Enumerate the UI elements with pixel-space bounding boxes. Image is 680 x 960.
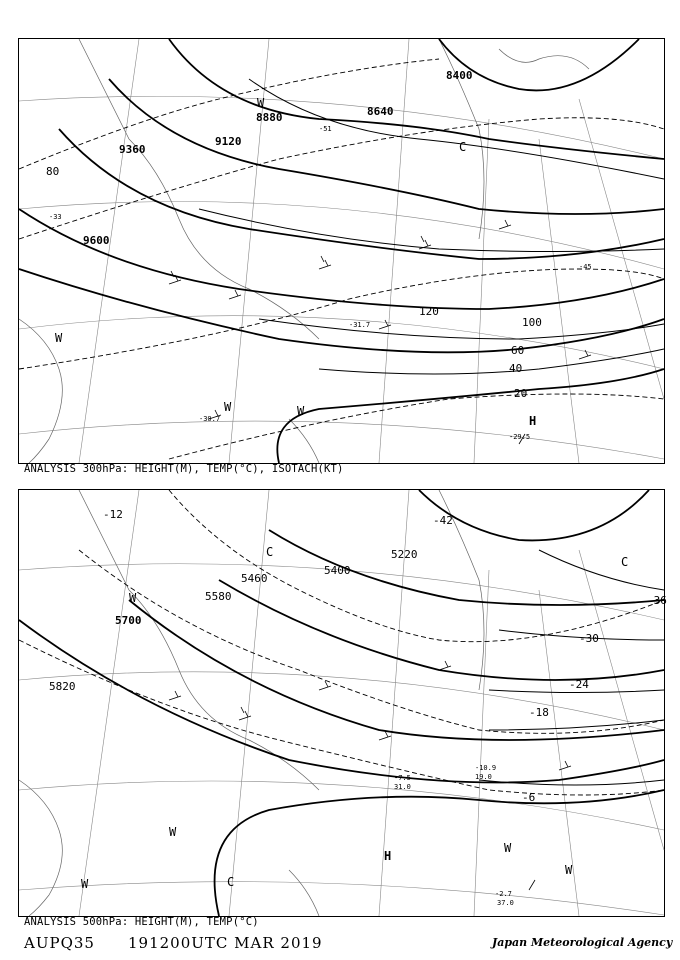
high-center-marker: H — [384, 849, 392, 863]
isotherm-solid — [479, 550, 664, 785]
temp-label: -51 — [319, 125, 332, 133]
temp-label: -45 — [579, 263, 592, 271]
temp-labels — [49, 125, 592, 441]
temp-contour-labels — [103, 508, 667, 804]
warm-center-marker: W — [297, 404, 305, 418]
isotherms — [19, 490, 664, 795]
temp-label: -24 — [569, 678, 589, 691]
isotach-label: 80 — [46, 165, 60, 178]
warm-center-marker: W — [224, 400, 232, 414]
cold-center-marker: C — [227, 875, 235, 889]
warm-center-marker: W — [81, 877, 89, 891]
height-labels — [83, 69, 473, 247]
temp-label: -31.7 — [349, 321, 371, 329]
temp-label: -12 — [103, 508, 123, 521]
isotach-label: 40 — [509, 362, 523, 375]
temp-label: -33 — [49, 213, 62, 221]
warm-center-marker: W — [565, 863, 573, 877]
station-temp: -7.5 — [394, 774, 411, 782]
height-label: 5220 — [391, 548, 418, 561]
height-label: 5580 — [205, 590, 232, 603]
temp-label: -36 — [647, 594, 667, 607]
analysis-300hpa-map — [18, 38, 665, 464]
station-temp: -2.7 — [495, 890, 512, 898]
height-label: 8400 — [446, 69, 473, 82]
height-label: 5820 — [49, 680, 76, 693]
temp-label: -29.5 — [509, 433, 531, 441]
cold-center-marker: C — [266, 545, 274, 559]
station-dewpoint: 19.0 — [475, 773, 492, 781]
latlon-grid — [19, 490, 664, 916]
height-label: 9120 — [215, 135, 242, 148]
isotach-labels — [46, 165, 542, 400]
panel-caption-300hpa: ANALYSIS 300hPa: HEIGHT(M), TEMP(°C), ISOTACH(KT) — [24, 463, 344, 475]
map-300hpa-canvas — [19, 39, 664, 463]
warm-center-marker: W — [55, 331, 63, 345]
height-contours — [19, 490, 664, 916]
cold-center-marker: C — [459, 140, 467, 154]
height-label: 8640 — [367, 105, 394, 118]
station-labels — [394, 764, 514, 907]
cold-center-marker: C — [621, 555, 629, 569]
panel-caption-500hpa: ANALYSIS 500hPa: HEIGHT(M), TEMP(°C) — [24, 916, 259, 928]
warm-center-marker: W — [169, 825, 177, 839]
height-label: 8880 — [256, 111, 283, 124]
isotach-label: 120 — [419, 305, 439, 318]
isotach-label: 100 — [522, 316, 542, 329]
height-label: 9600 — [83, 234, 110, 247]
station-dewpoint: 37.0 — [497, 899, 514, 907]
isotach-label: 60 — [511, 344, 525, 357]
temp-label: -30 — [579, 632, 599, 645]
height-label: 5400 — [324, 564, 351, 577]
temp-label: -42 — [433, 514, 453, 527]
station-temp: -10.9 — [475, 764, 497, 772]
warm-center-marker: W — [257, 96, 265, 110]
station-dewpoint: 31.0 — [394, 783, 411, 791]
isotherms — [19, 59, 664, 459]
warm-center-marker: W — [504, 841, 512, 855]
chart-id: AUPQ35 — [24, 934, 95, 952]
height-label: 5700 — [115, 614, 142, 627]
isotach-label: 20 — [514, 387, 528, 400]
temp-label: -30.7 — [199, 415, 221, 423]
height-label: 5460 — [241, 572, 268, 585]
map-500hpa-canvas — [19, 490, 667, 916]
valid-time: 191200UTC MAR 2019 — [128, 934, 323, 952]
warm-center-marker: W — [129, 591, 137, 605]
temp-label: -18 — [529, 706, 549, 719]
agency-name: Japan Meteorological Agency — [492, 936, 673, 949]
high-center-marker: H — [529, 414, 537, 428]
wind-barbs — [169, 661, 571, 890]
analysis-500hpa-map — [18, 489, 665, 917]
temp-label: -6 — [522, 791, 536, 804]
height-label: 9360 — [119, 143, 146, 156]
